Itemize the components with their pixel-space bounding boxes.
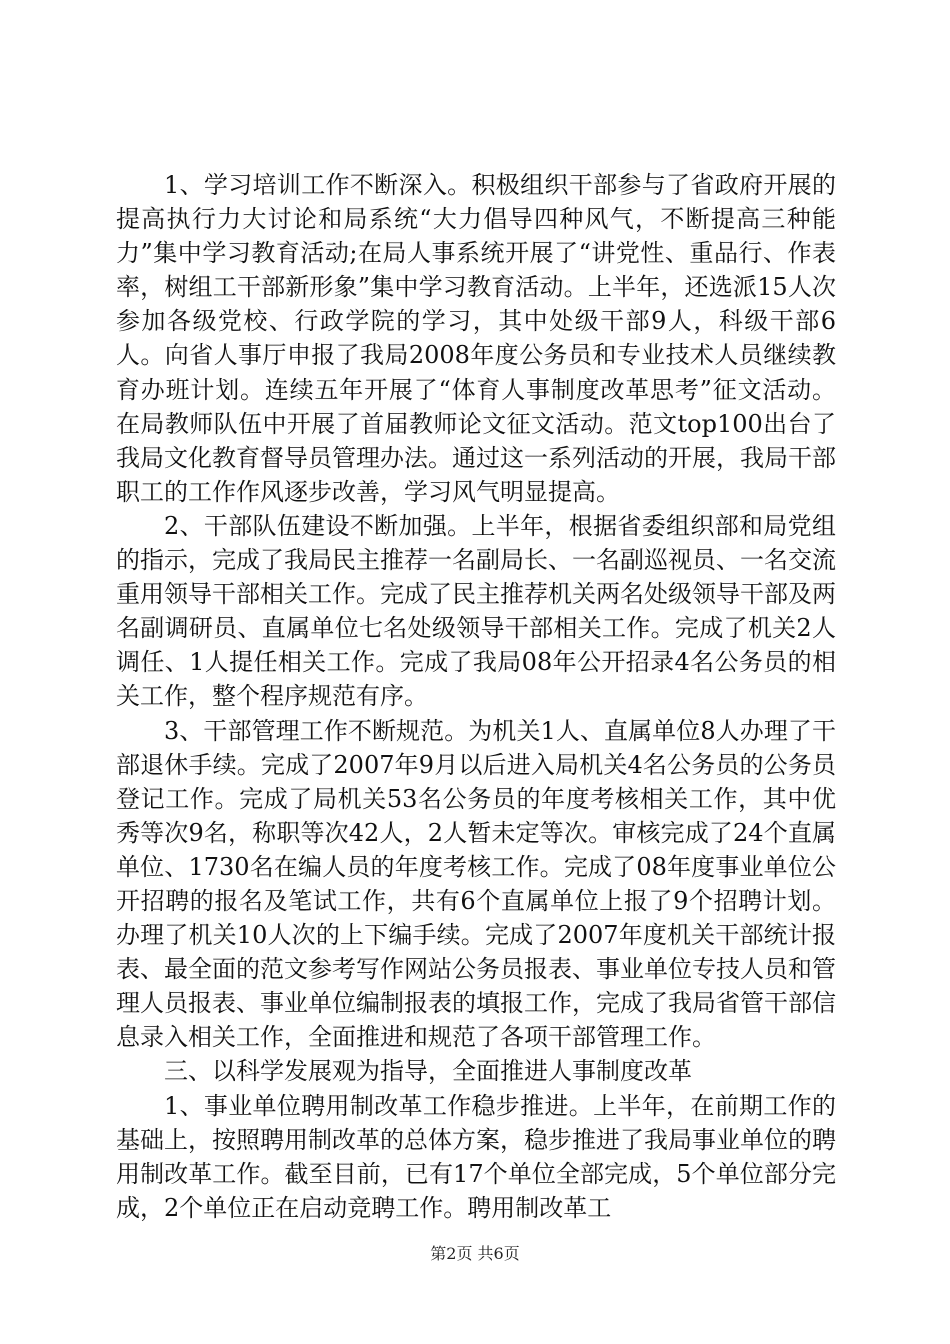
section-heading: 三、以科学发展观为指导，全面推进人事制度改革 <box>164 1057 692 1086</box>
document-body <box>116 168 836 1225</box>
paragraph-team-building: 2、干部队伍建设不断加强。上半年，根据省委组织部和局党组的指示，完成了我局民主推荐一名副局长、一名副巡视员、一名交流重用领导干部相关工作。完成了民主推荐机关两名处级领导干部及两名副调研员、直属单位七名处级领导干部相关工作。完成了机关2人调任、1人提任相关工作。完成了我局08年公开招录4名公务员的相关工作，整个程序规范有序。 <box>116 511 836 711</box>
paragraph-management: 3、干部管理工作不断规范。为机关1人、直属单位8人办理了干部退休手续。完成了2007年9月以后进入局机关4名公务员的公务员登记工作。完成了局机关53名公务员的年度考核相关工作，其中优秀等次9名，称职等次42人，2人暂未定等次。审核完成了24个直属单位、1730名在编人员的年度考核工作。完成了08年度事业单位公开招聘的报名及笔试工作，共有6个直属单位上报了9个招聘计划。办理了机关10人次的上下编手续。完成了2007年度机关干部统计报表、最全面的范文参考写作网站公务员报表、事业单位专技人员和管理人员报表、事业单位编制报表的填报工作，完成了我局省管干部信息录入相关工作，全面推进和规范了各项干部管理工作。 <box>116 716 836 1052</box>
paragraph-training: 1、学习培训工作不断深入。积极组织干部参与了省政府开展的提高执行力大讨论和局系统“大力倡导四种风气，不断提高三种能力”集中学习教育活动;在局人事系统开展了“讲党性、重品行、作表率，树组工干部新形象”集中学习教育活动。上半年，还选派15人次参加各级党校、行政学院的学习，其中处级干部9人，科级干部6人。向省人事厅申报了我局2008年度公务员和专业技术人员继续教育办班计划。连续五年开展了“体育人事制度改革思考”征文活动。在局教师队伍中开展了首届教师论文征文活动。范文top100出台了我局文化教育督导员管理办法。通过这一系列活动的开展，我局干部职工的工作作风逐步改善，学习风气明显提高。 <box>116 171 836 506</box>
page-number-footer: 第2页 共6页 <box>430 1244 520 1263</box>
paragraph-reform: 1、事业单位聘用制改革工作稳步推进。上半年，在前期工作的基础上，按照聘用制改革的总体方案，稳步推进了我局事业单位的聘用制改革工作。截至目前，已有17个单位全部完成，5个单位部分完成，2个单位正在启动竞聘工作。聘用制改革工 <box>116 1091 836 1222</box>
